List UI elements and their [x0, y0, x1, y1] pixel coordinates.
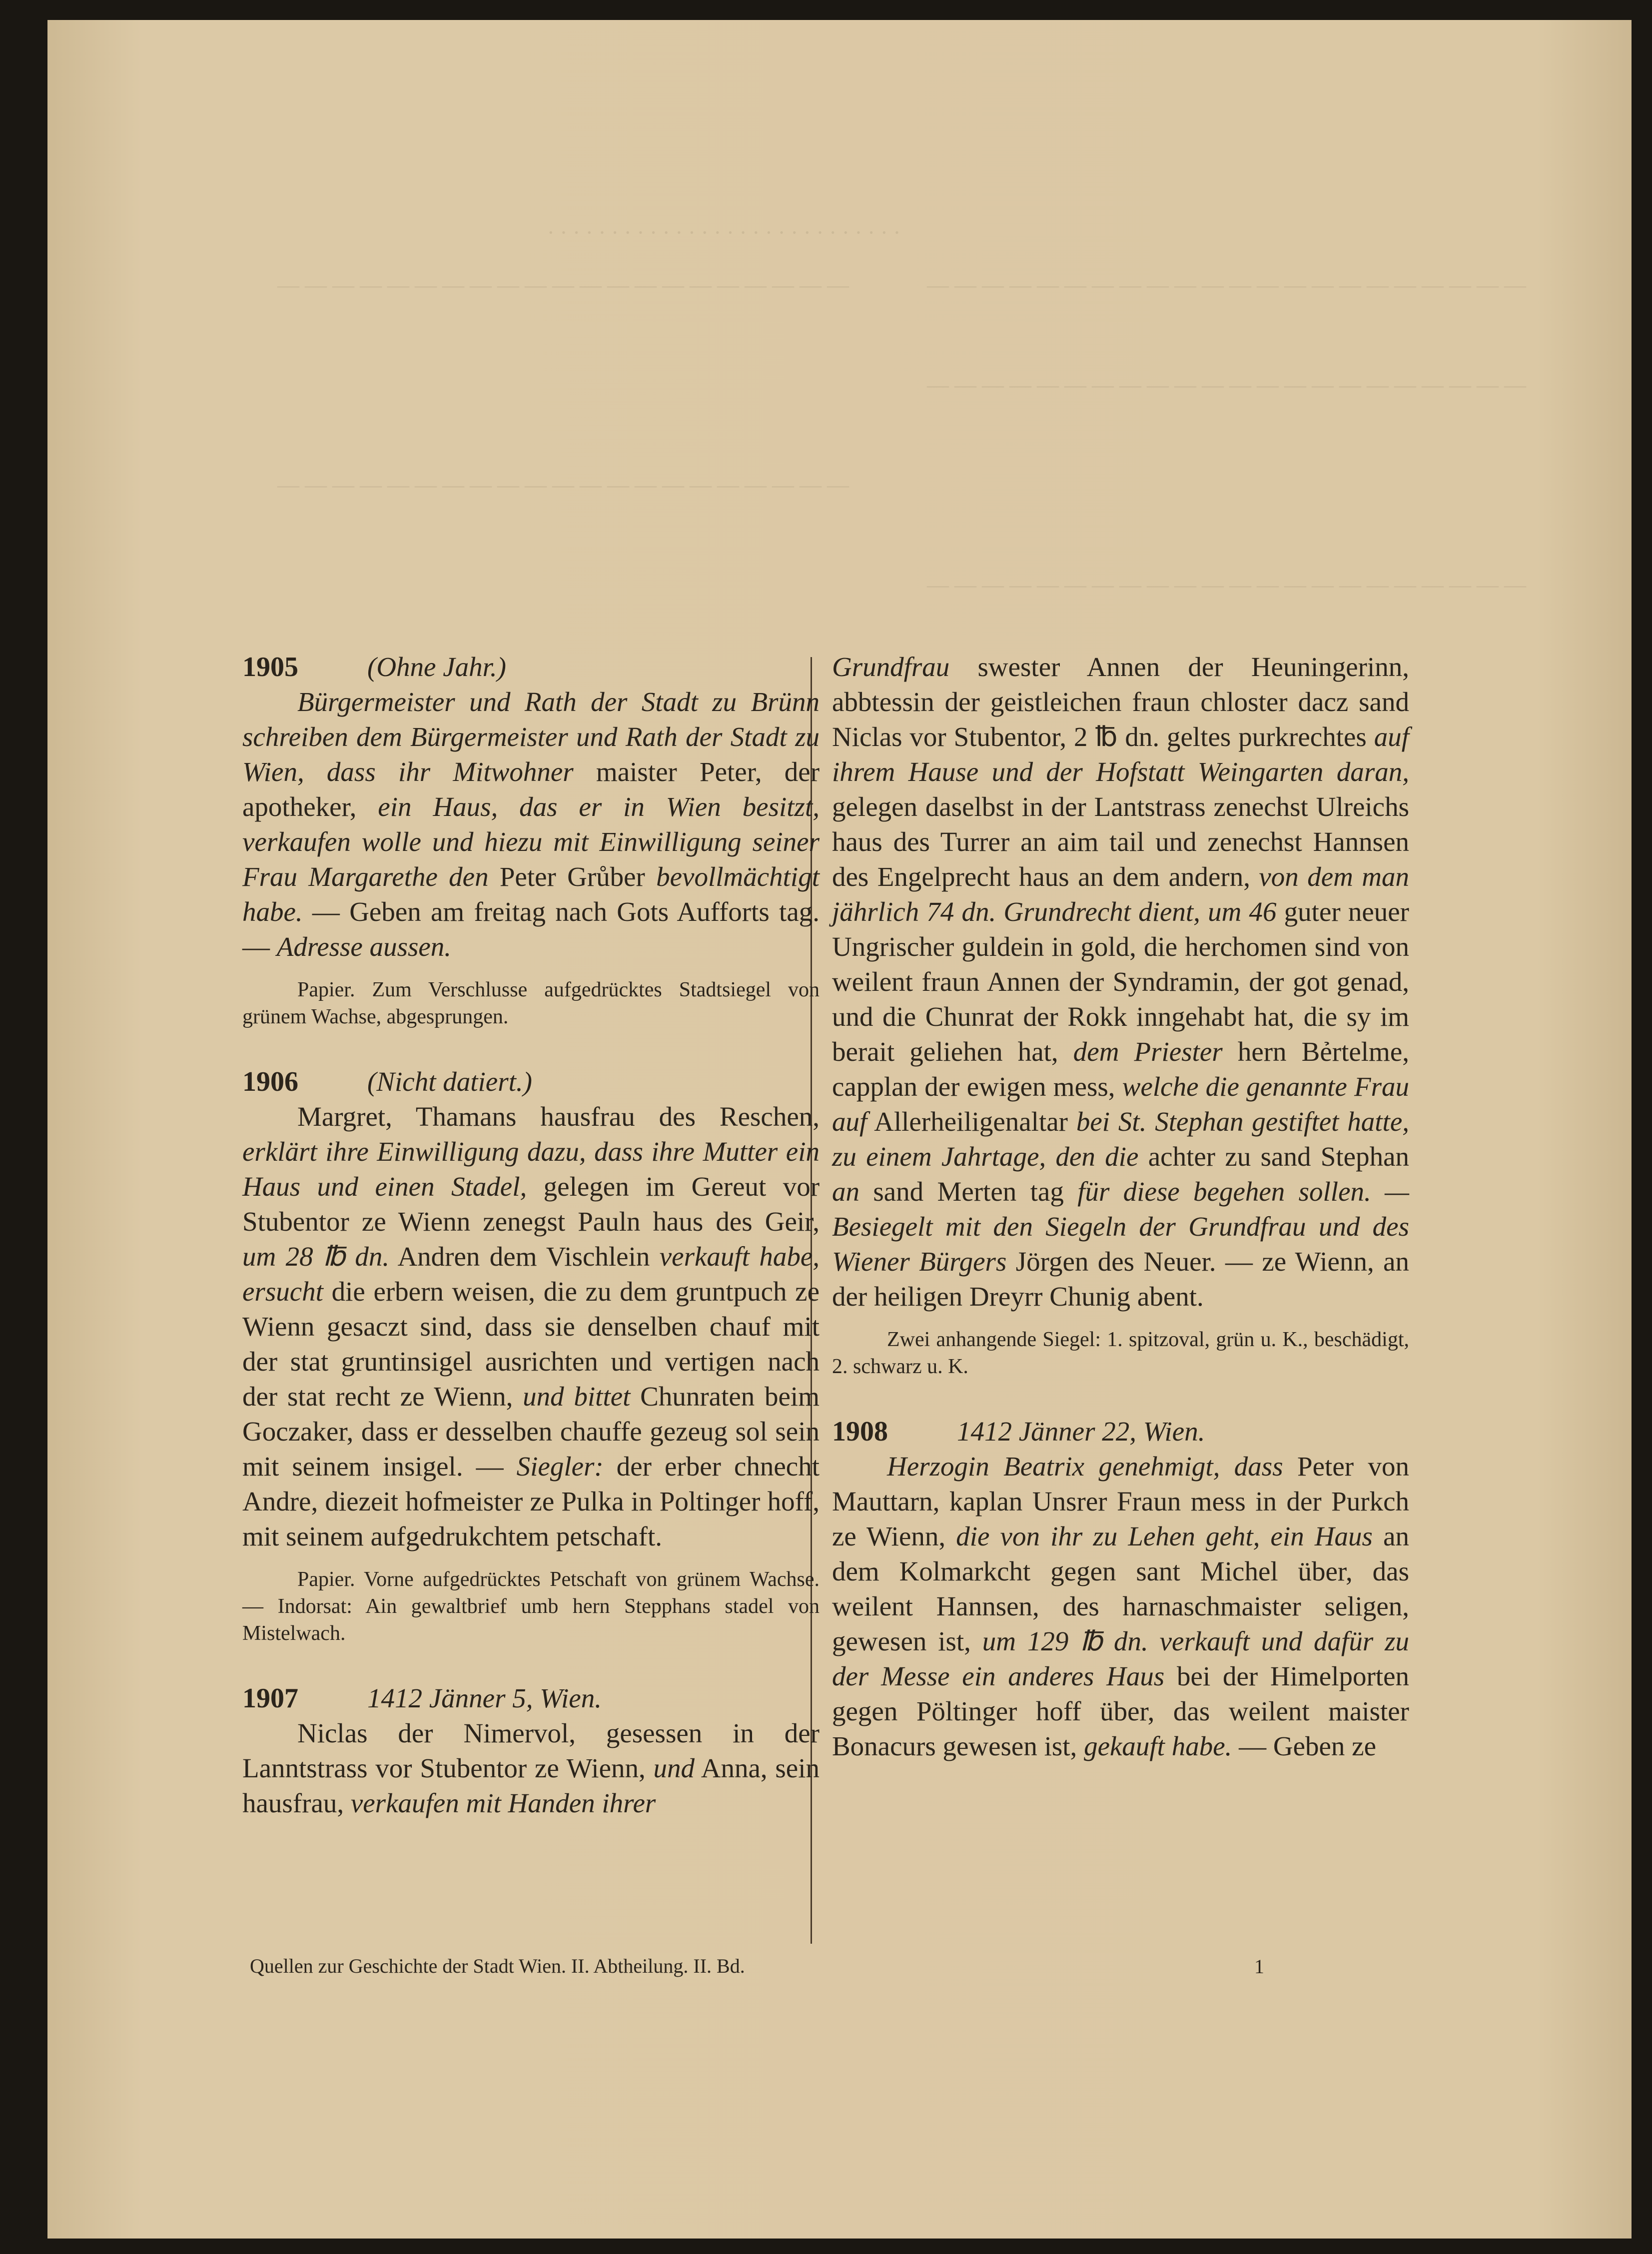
show-through-text-6: — — — — — — — — — — — — — — — — — — — — — —	[927, 573, 1526, 597]
entry-date: (Nicht datiert.)	[367, 1066, 532, 1097]
show-through-text-2: — — — — — — — — — — — — — — — — — — — — — —	[927, 273, 1526, 297]
entry-date: (Ohne Jahr.)	[367, 652, 506, 682]
entry-text: Niclas der Nimervol, gesessen in der Lanntstrass vor Stubentor ze Wienn, und Anna, sein hausfrau, verkaufen mit Handen ihrer	[242, 1718, 820, 1818]
entry-1906	[242, 1064, 820, 1647]
entry-number: 1905	[242, 652, 298, 683]
footer-source: Quellen zur Geschichte der Stadt Wien. II. Abtheilung. II. Bd.	[250, 1955, 745, 1977]
right-continuation	[832, 650, 1409, 1380]
left-column	[242, 650, 820, 1855]
show-through-text-4: — — — — — — — — — — — — — — — — — — — — — —	[927, 373, 1526, 397]
show-through-text: · · · · · · · · · · · · · · · · · · · · · · · · · · · ·	[547, 220, 901, 245]
entry-number: 1908	[832, 1416, 888, 1447]
right-column	[832, 650, 1409, 1798]
entry-text: Margret, Thamans hausfrau des Reschen, erklärt ihre Einwilligung dazu, dass ihre Mutter ein Haus und einen Stadel, gelegen im Gereut vor Stubentor ze Wienn zenegst Pauln haus des Geir, um 28 ℔ dn. Andren dem Vischlein verkauft habe, ersucht die erbern weisen, die zu dem gruntpuch ze Wienn gesaczt sind, dass sie denselben chauf mit der stat gruntinsigel ausrichten und vertigen nach der stat recht ze Wienn, und bittet Chunraten beim Goczaker, dass er desselben chauffe gezeug sol sein mit seinem insigel. — Siegler: der erber chnecht Andre, diezeit hofmeister ze Pulka in Poltinger hoff, mit seinem aufgedrukchtem petschaft.	[242, 1101, 820, 1551]
entry-1908	[832, 1414, 1409, 1764]
entry-header	[242, 1681, 820, 1716]
page-footer	[250, 1954, 1384, 1979]
entry-text: Grundfrau swester Annen der Heuningerinn, abbtessin der geistleichen fraun chloster dacz sand Niclas vor Stubentor, 2 ℔ dn. geltes purkrechtes auf ihrem Hause und der Hofstatt Weingarten daran, gelegen daselbst in der Lantstrass zenechst Ulreichs haus des Turrer an aim tail und zenechst Hannsen des Engelprecht haus an dem andern, von dem man jährlich 74 dn. Grundrecht dient, um 46 guter neuer Ungrischer guldein in gold, die herchomen sind von weilent fraun Annen der Syndramin, der got genad, und die Chunrat der Rokk inngehabt hat, die sy im berait geliehen hat, dem Priester hern Bẻrtelme, capplan der ewigen mess, welche die genannte Frau auf Allerheiligenaltar bei St. Stephan gestiftet hatte, zu einem Jahrtage, den die achter zu sand Stephan an sand Merten tag für diese begehen sollen. — Besiegelt mit den Siegeln der Grundfrau und des Wiener Bürgers Jörgen des Neuer. — ze Wienn, an der heiligen Dreyrr Chunig abent.	[832, 652, 1409, 1312]
entry-note: Papier. Vorne aufgedrücktes Petschaft von grünem Wachse. — Indorsat: Ain gewaltbrief umb hern Stepphans stadel von Mistelwach.	[242, 1568, 820, 1645]
entry-number: 1906	[242, 1066, 298, 1097]
entry-header	[242, 1064, 820, 1099]
entry-note: Papier. Zum Verschlusse aufgedrücktes Stadtsiegel von grünem Wachse, abgesprungen.	[242, 978, 820, 1028]
entry-header	[832, 1414, 1409, 1449]
show-through-text-5: — — — — — — — — — — — — — — — — — — — — —	[277, 473, 849, 497]
entry-header	[242, 650, 820, 685]
entry-text: Herzogin Beatrix genehmigt, dass Peter von Mauttarn, kaplan Unsrer Fraun mess in der Purkch ze Wienn, die von ihr zu Lehen geht, ein Haus an dem Kolmarkcht gegen sant Michel über, das weilent Hannsen, des harnaschmaister seligen, gewesen ist, um 129 ℔ dn. verkauft und dafür zu der Messe ein anderes Haus bei der Himelporten gegen Pöltinger hoff über, das weilent maister Bonacurs gewesen ist, gekauft habe. — Geben ze	[832, 1451, 1410, 1761]
show-through-text-3: — — — — — — — — — — — — — — — — — — — — —	[277, 273, 849, 297]
entry-date: 1412 Jänner 5, Wien.	[367, 1683, 602, 1713]
entry-note: Zwei anhangende Siegel: 1. spitzoval, grün u. K., beschädigt, 2. schwarz u. K.	[832, 1328, 1409, 1378]
entry-text: Bürgermeister und Rath der Stadt zu Brünn schreiben dem Bürgermeister und Rath der Stadt zu Wien, dass ihr Mitwohner maister Peter, der apotheker, ein Haus, das er in Wien besitzt, verkaufen wolle und hiezu mit Einwilligung seiner Frau Margarethe den Peter Grůber bevollmächtigt habe. — Geben am freitag nach Gots Aufforts tag. — Adresse aussen.	[242, 687, 820, 962]
entry-date: 1412 Jänner 22, Wien.	[957, 1416, 1205, 1447]
signature-mark: 1	[1254, 1955, 1264, 1978]
entry-number: 1907	[242, 1683, 298, 1714]
entry-1905	[242, 650, 820, 1030]
entry-1907	[242, 1681, 820, 1821]
